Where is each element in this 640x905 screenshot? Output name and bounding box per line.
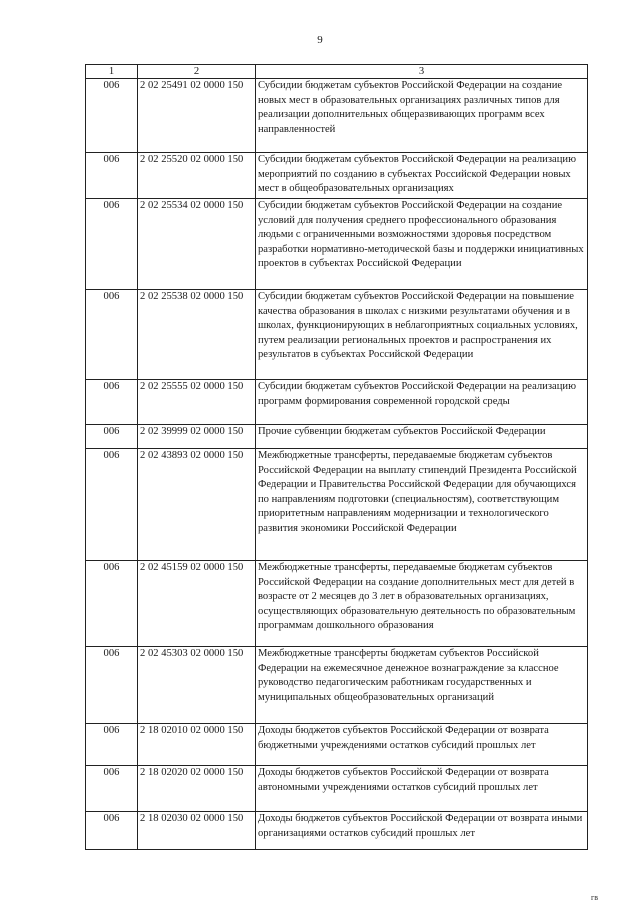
budget-code-cell: 2 18 02030 02 0000 150 (138, 812, 256, 850)
budget-code-cell: 2 02 25520 02 0000 150 (138, 153, 256, 199)
admin-code-cell: 006 (86, 425, 138, 449)
description-cell: Доходы бюджетов субъектов Российской Федерации от возврата бюджетными учреждениями остатков субсидий прошлых лет (256, 724, 588, 766)
header-row (86, 65, 588, 79)
admin-code-cell: 006 (86, 561, 138, 647)
admin-code-cell: 006 (86, 647, 138, 724)
table-row (86, 724, 588, 766)
description-cell: Прочие субвенции бюджетам субъектов Российской Федерации (256, 425, 588, 449)
description-cell: Субсидии бюджетам субъектов Российской Федерации на реализацию мероприятий по созданию в субъектах Российской Федерации новых мест в общеобразовательных организациях (256, 153, 588, 199)
column-header-1: 1 (86, 65, 138, 79)
column-header-2: 2 (138, 65, 256, 79)
budget-code-table (85, 64, 588, 850)
budget-code-cell: 2 18 02010 02 0000 150 (138, 724, 256, 766)
description-cell: Субсидии бюджетам субъектов Российской Федерации на повышение качества образования в школах с низкими результатами обучения и в школах, функционирующих в неблагоприятных социальных условиях, путем реализации региональных проектов и распространения их результатов в субъектах Российской Федерации (256, 290, 588, 380)
admin-code-cell: 006 (86, 199, 138, 290)
footer-mark: гв (590, 893, 598, 902)
table-row (86, 199, 588, 290)
table-body (86, 79, 588, 850)
budget-code-cell: 2 02 45303 02 0000 150 (138, 647, 256, 724)
admin-code-cell: 006 (86, 449, 138, 561)
description-cell: Доходы бюджетов субъектов Российской Федерации от возврата иными организациями остатков субсидий прошлых лет (256, 812, 588, 850)
admin-code-cell: 006 (86, 380, 138, 425)
table-row (86, 380, 588, 425)
description-cell: Межбюджетные трансферты, передаваемые бюджетам субъектов Российской Федерации на выплату стипендий Президента Российской Федерации и Правительства Российской Федерации для обучающихся по направлениям подготовки (специальностям), соответствующим приоритетным направлениям модернизации и технологического развития экономики Российской Федерации (256, 449, 588, 561)
description-cell: Субсидии бюджетам субъектов Российской Федерации на создание новых мест в образовательных организациях различных типов для реализации дополнительных общеразвивающих программ всех направленностей (256, 79, 588, 153)
description-cell: Субсидии бюджетам субъектов Российской Федерации на реализацию программ формирования современной городской среды (256, 380, 588, 425)
budget-code-cell: 2 02 25534 02 0000 150 (138, 199, 256, 290)
budget-code-cell: 2 02 43893 02 0000 150 (138, 449, 256, 561)
admin-code-cell: 006 (86, 724, 138, 766)
budget-code-cell: 2 18 02020 02 0000 150 (138, 766, 256, 812)
description-cell: Межбюджетные трансферты, передаваемые бюджетам субъектов Российской Федерации на создание дополнительных мест для детей в возрасте от 2 месяцев до 3 лет в образовательных организациях, осуществляющих образовательную деятельность по образовательным программам дошкольного образования (256, 561, 588, 647)
admin-code-cell: 006 (86, 290, 138, 380)
table-row (86, 425, 588, 449)
budget-code-cell: 2 02 25491 02 0000 150 (138, 79, 256, 153)
page-number: 9 (317, 34, 323, 46)
table-row (86, 449, 588, 561)
column-header-3: 3 (256, 65, 588, 79)
description-cell: Межбюджетные трансферты бюджетам субъектов Российской Федерации на ежемесячное денежное вознаграждение за классное руководство педагогическим работникам государственных и муниципальных общеобразовательных организаций (256, 647, 588, 724)
admin-code-cell: 006 (86, 766, 138, 812)
table-row (86, 766, 588, 812)
table-row (86, 561, 588, 647)
budget-code-cell: 2 02 25555 02 0000 150 (138, 380, 256, 425)
table-row (86, 290, 588, 380)
admin-code-cell: 006 (86, 153, 138, 199)
budget-code-cell: 2 02 39999 02 0000 150 (138, 425, 256, 449)
description-cell: Доходы бюджетов субъектов Российской Федерации от возврата автономными учреждениями остатков субсидий прошлых лет (256, 766, 588, 812)
budget-code-cell: 2 02 45159 02 0000 150 (138, 561, 256, 647)
table-header (86, 65, 588, 79)
admin-code-cell: 006 (86, 79, 138, 153)
table-row (86, 812, 588, 850)
budget-code-cell: 2 02 25538 02 0000 150 (138, 290, 256, 380)
description-cell: Субсидии бюджетам субъектов Российской Федерации на создание условий для получения среднего профессионального образования людьми с ограниченными возможностями здоровья посредством разработки нормативно-методической базы и поддержки инициативных проектов в субъектах Российской Федерации (256, 199, 588, 290)
table-row (86, 79, 588, 153)
table-row (86, 153, 588, 199)
admin-code-cell: 006 (86, 812, 138, 850)
table-row (86, 647, 588, 724)
